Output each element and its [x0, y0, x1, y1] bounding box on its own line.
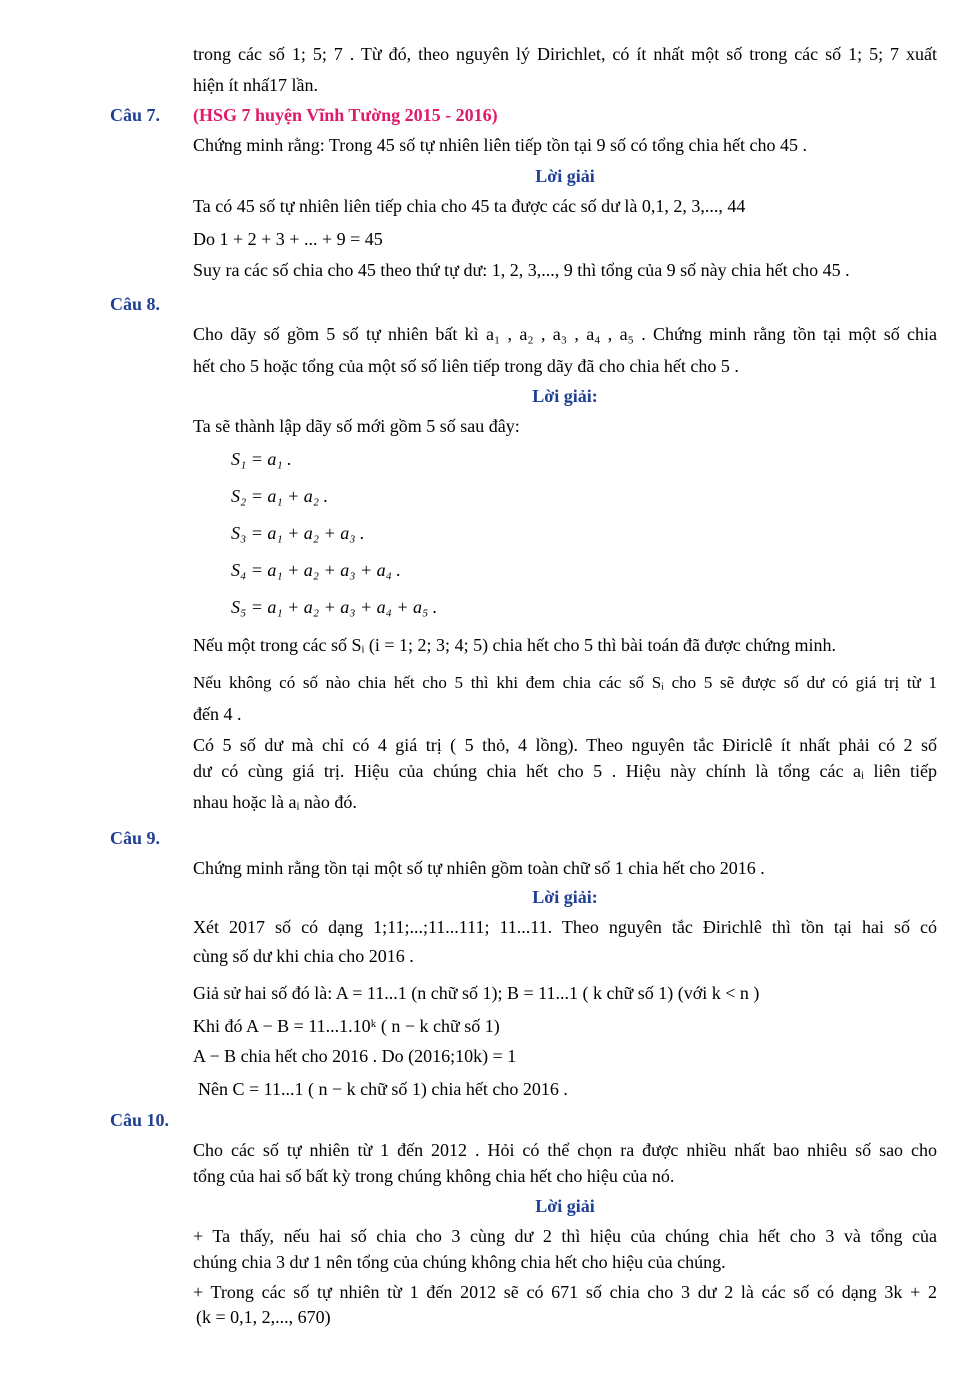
solution-7-title: Lời giải — [535, 166, 595, 186]
solution-line: đến 4 . — [193, 704, 242, 724]
solution-line: + Trong các số tự nhiên từ 1 đến 2012 sẽ có 671 số chia cho 3 dư 2 là các số có dạng 3k + 2 — [193, 1282, 937, 1302]
question-7-source: (HSG 7 huyện Vĩnh Tường 2015 - 2016) — [193, 105, 498, 125]
solution-line: Nếu không có số nào chia hết cho 5 thì khi đem chia các số Sᵢ cho 5 sẽ được số dư có giá trị từ 1 — [193, 673, 937, 692]
formula-s4: S₄ = a₁ + a₂ + a₃ + a₄ . — [231, 560, 401, 580]
formula-s3: S₃ = a₁ + a₂ + a₃ . — [231, 523, 365, 543]
formula-s5: S₅ = a₁ + a₂ + a₃ + a₄ + a₅ . — [231, 597, 438, 617]
question-8-text: Cho dãy số gồm 5 số tự nhiên bất kì a₁ , a₂ , a₃ , a₄ , a₅ . Chứng minh rằng tồn tại một số chia — [193, 324, 937, 344]
solution-line: Nên C = 11...1 ( n − k chữ số 1) chia hết cho 2016 . — [198, 1079, 568, 1099]
question-9-label: Câu 9. — [110, 828, 161, 848]
solution-line: Xét 2017 số có dạng 1;11;...;11...111; 11...11. Theo nguyên tắc Đirichlê thì tồn tại hai số có — [193, 917, 937, 937]
solution-line: Ta có 45 số tự nhiên liên tiếp chia cho 45 ta được các số dư là 0,1, 2, 3,..., 44 — [193, 196, 746, 216]
question-9-text: Chứng minh rằng tồn tại một số tự nhiên gồm toàn chữ số 1 chia hết cho 2016 . — [193, 858, 765, 878]
question-10-label: Câu 10. — [110, 1110, 170, 1130]
solution-10-title: Lời giải — [535, 1196, 595, 1216]
solution-line: dư có cùng giá trị. Hiệu của chúng chia hết cho 5 . Hiệu này chính là tổng các aᵢ liên tiếp — [193, 761, 937, 781]
solution-9-title: Lời giải: — [532, 887, 598, 907]
solution-line: Do 1 + 2 + 3 + ... + 9 = 45 — [193, 229, 383, 249]
question-7-label: Câu 7. — [110, 105, 161, 125]
solution-line: Có 5 số dư mà chỉ có 4 giá trị ( 5 thỏ, 4 lồng). Theo nguyên tắc Điriclê ít nhất phải có 2 số — [193, 735, 937, 755]
solution-line: Giả sử hai số đó là: A = 11...1 (n chữ số 1); B = 11...1 ( k chữ số 1) (với k < n ) — [193, 983, 760, 1003]
question-7-text: Chứng minh rằng: Trong 45 số tự nhiên liên tiếp tồn tại 9 số có tổng chia hết cho 45 . — [193, 135, 807, 155]
solution-line: Nếu một trong các số Sᵢ (i = 1; 2; 3; 4; 5) chia hết cho 5 thì bài toán đã được chứng minh. — [193, 635, 836, 655]
solution-line: (k = 0,1, 2,..., 670) — [196, 1307, 331, 1327]
solution-line: nhau hoặc là aᵢ nào đó. — [193, 792, 357, 812]
solution-line: Ta sẽ thành lập dãy số mới gồm 5 số sau đây: — [193, 416, 520, 436]
question-8-text: hết cho 5 hoặc tổng của một số số liên tiếp trong dãy đã cho chia hết cho 5 . — [193, 356, 739, 376]
text-line: hiện ít nhấ17 lần. — [193, 75, 318, 95]
formula-s2: S₂ = a₁ + a₂ . — [231, 486, 329, 506]
text-line: trong các số 1; 5; 7 . Từ đó, theo nguyên lý Dirichlet, có ít nhất một số trong các số 1; 5; 7 xuất — [193, 44, 937, 64]
solution-line: A − B chia hết cho 2016 . Do (2016;10k) = 1 — [193, 1046, 517, 1066]
solution-line: Khi đó A − B = 11...1.10ᵏ ( n − k chữ số 1) — [193, 1016, 500, 1036]
solution-8-title: Lời giải: — [532, 386, 598, 406]
question-10-text: Cho các số tự nhiên từ 1 đến 2012 . Hỏi có thể chọn ra được nhiều nhất bao nhiêu số sao cho — [193, 1140, 937, 1160]
formula-s1: S₁ = a₁ . — [231, 449, 292, 469]
solution-line: + Ta thấy, nếu hai số chia cho 3 cùng dư 2 thì hiệu của chúng chia hết cho 3 và tổng của — [193, 1226, 937, 1246]
solution-line: chúng chia 3 dư 1 nên tổng của chúng không chia hết cho hiệu của chúng. — [193, 1252, 726, 1272]
solution-line: Suy ra các số chia cho 45 theo thứ tự dư: 1, 2, 3,..., 9 thì tổng của 9 số này chia hết cho 45 . — [193, 260, 850, 280]
question-8-label: Câu 8. — [110, 294, 161, 314]
solution-line: cùng số dư khi chia cho 2016 . — [193, 946, 414, 966]
question-10-text: tổng của hai số bất kỳ trong chúng không chia hết cho hiệu của nó. — [193, 1166, 675, 1186]
